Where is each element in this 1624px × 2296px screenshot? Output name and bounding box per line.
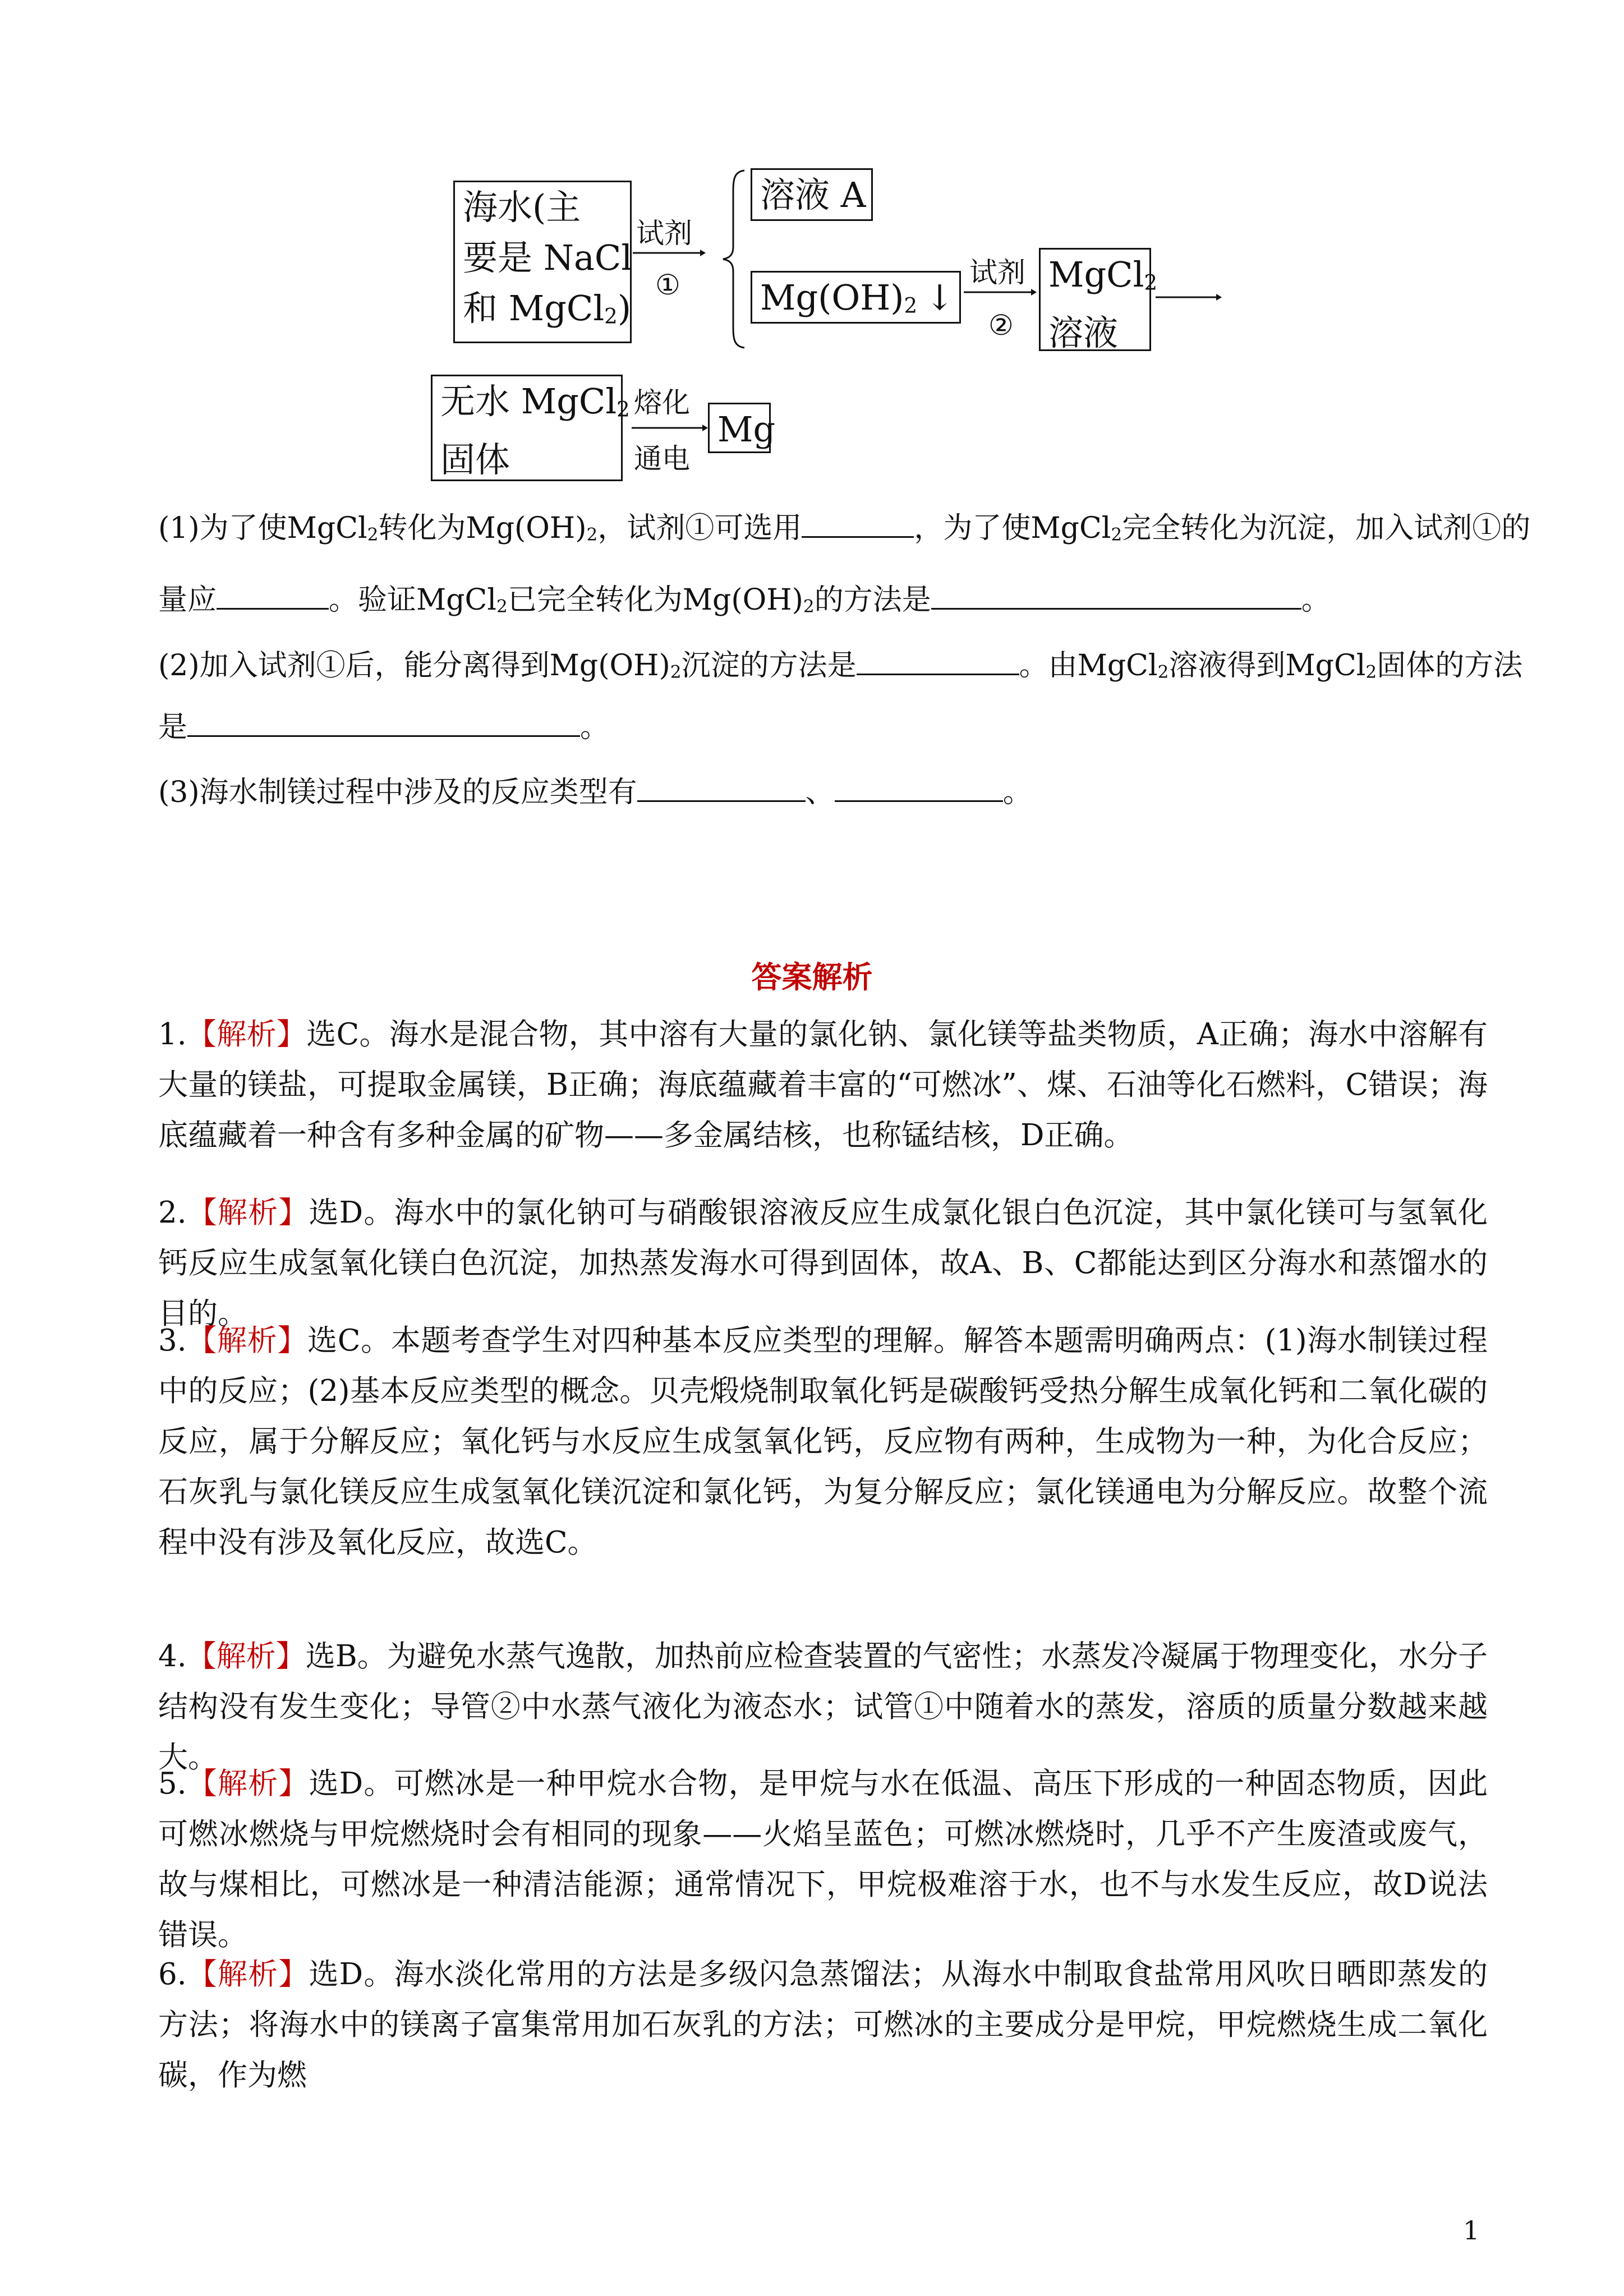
analysis-tag: 【解析】 [186, 1767, 309, 1801]
mgcl2-solution-box: MgCl$_2$ 溶液 [1039, 248, 1151, 351]
answer-5: 5.【解析】选D。可燃冰是一种甲烷水合物，是甲烷与水在低温、高压下形成的一种固态物质，因此可燃冰燃烧与甲烷燃烧时会有相同的现象——火焰呈蓝色；可燃冰燃烧时，几乎不产生废渣或废气，故与煤相比，可燃冰是一种清洁能源；通常情况下，甲烷极难溶于水，也不与水发生反应，故D说法错误。 [158, 1767, 1488, 1952]
seawater-line2: 要是 NaCl [463, 237, 633, 278]
answer-2: 2.【解析】选D。海水中的氯化钠可与硝酸银溶液反应生成氯化银白色沉淀，其中氯化镁可与氢氧化钙反应生成氢氧化镁白色沉淀，加热蒸发海水可得到固体，故A、B、C都能达到区分海水和蒸馏水的目的。 [158, 1196, 1488, 1331]
page-number: 1 [1463, 2215, 1480, 2246]
question-2-line1: (2)加入试剂①后，能分离得到$Mg(OH)_2$沉淀的方法是 。由MgCl$_2$溶液得到MgCl$_2$固体的方法 [158, 647, 1493, 689]
answer-3: 3.【解析】选C。本题考查学生对四种基本反应类型的理解。解答本题需明确两点：(1)海水制镁过程中的反应；(2)基本反应类型的概念。贝壳煅烧制取氧化钙是碳酸钙受热分解生成氧化钙和二氧化碳的反应，属于分解反应；氧化钙与水反应生成氢氧化钙，反应物有两种，生成物为一种，为化合反应；石灰乳与氯化镁反应生成氢氧化镁沉淀和氯化钙，为复分解反应；氯化镁通电为分解反应。故整个流程中没有涉及氧化反应，故选C。 [158, 1324, 1488, 1560]
reagent1-circle: ① [655, 269, 680, 301]
reagent1-label: 试剂 [636, 217, 692, 250]
solution-a-box: 溶液 A [751, 168, 873, 221]
analysis-tag: 【解析】 [186, 1957, 309, 1991]
answer-1: 1.【解析】选C。海水是混合物，其中溶有大量的氯化钠、氯化镁等盐类物质，A正确；海水中溶解有大量的镁盐，可提取金属镁，B正确；海底蕴藏着丰富的“可燃冰”、煤、石油等化石燃料，C错误；海底蕴藏着一种含有多种金属的矿物——多金属结核，也称锰结核，D正确。 [158, 1017, 1488, 1152]
reagent2-label: 试剂 [969, 256, 1025, 289]
answer-4: 4.【解析】选B。为避免水蒸气逸散，加热前应检查装置的气密性；水蒸发冷凝属于物理变化，水分子结构没有发生变化；导管②中水蒸气液化为液态水；试管①中随着水的蒸发，溶质的质量分数越来越大。 [158, 1639, 1488, 1774]
seawater-box [453, 181, 632, 343]
question-2-line2: 是 。 [158, 708, 1493, 744]
answers-heading: 答案解析 [751, 959, 873, 995]
arrow-4 [632, 419, 708, 436]
precipitate-arrow-icon: ↓ [925, 277, 955, 318]
arrow-3 [1156, 289, 1223, 306]
seawater-line3: 和 MgCl$_2$) [463, 288, 632, 329]
answer-blank[interactable] [637, 773, 806, 802]
answer-blank[interactable] [931, 581, 1301, 610]
electrolysis-label-bottom: 通电 [634, 442, 690, 475]
arrow-2 [964, 284, 1037, 301]
analysis-tag: 【解析】 [186, 1017, 307, 1052]
question-1-line2: 量应 。验证MgCl$_2$已完全转化为$Mg(OH)_2$的方法是 。 [158, 581, 1493, 624]
answer-blank[interactable] [217, 581, 329, 610]
question-3: (3)海水制镁过程中涉及的反应类型有 、 。 [158, 773, 1493, 809]
answer-blank[interactable] [187, 708, 580, 737]
analysis-tag: 【解析】 [186, 1196, 309, 1230]
answer-6: 6.【解析】选D。海水淡化常用的方法是多级闪急蒸馏法；从海水中制取食盐常用风吹日晒即蒸发的方法；将海水中的镁离子富集常用加石灰乳的方法；可燃冰的主要成分是甲烷，甲烷燃烧生成二氧化碳，作为燃 [158, 1957, 1488, 2092]
answer-blank[interactable] [802, 509, 914, 538]
mg-box: Mg [708, 403, 771, 453]
seawater-line1: 海水(主 [463, 187, 581, 228]
answer-blank[interactable] [835, 773, 1003, 802]
question-1-line1: (1)为了使MgCl$_2$转化为$Mg(OH)_2$，试剂①可选用 ，为了使MgCl$_2$完全转化为沉淀，加入试剂①的 [158, 509, 1493, 552]
mgoh2-box: $Mg(OH)_2$ ↓ [751, 271, 961, 324]
electrolysis-label-top: 熔化 [634, 386, 690, 419]
arrow-1 [633, 245, 706, 261]
analysis-tag: 【解析】 [186, 1639, 306, 1673]
analysis-tag: 【解析】 [186, 1324, 308, 1358]
answer-blank[interactable] [857, 647, 1019, 675]
anhydrous-mgcl2-box: 无水 MgCl$_2$ 固体 [431, 375, 623, 481]
reagent2-circle: ② [988, 309, 1014, 342]
branch-brace [721, 168, 749, 351]
